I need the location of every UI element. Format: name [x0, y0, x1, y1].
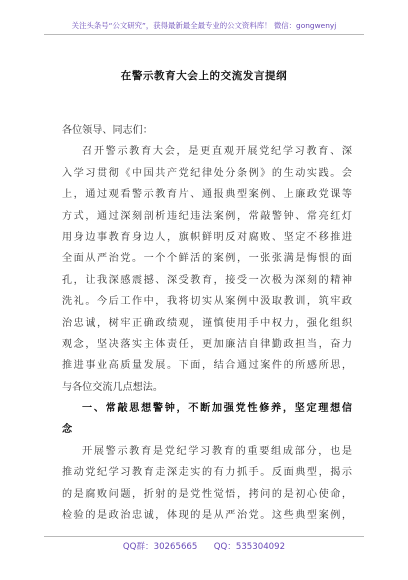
paragraph-line: 用身边事教育身边人，旗帜鲜明反对腐败、坚定不移推进	[62, 231, 352, 243]
section-paragraph-line: 推动党纪学习教育走深走实的有力抓手。反面典型，揭示	[62, 467, 352, 479]
section-paragraph-line: 开展警示教育是党纪学习教育的重要组成部分，也是	[82, 445, 352, 457]
paragraph-line: 全面从严治党。一个个鲜活的案例，一张张满是悔恨的面	[62, 253, 352, 265]
paragraph-line: 上，通过观看警示教育片、通报典型案例、上廉政党课等	[62, 189, 352, 201]
greeting: 各位领导、同志们：	[62, 125, 153, 136]
section-heading: 一、常敲思想警钟，不断加强党性修养，坚定理想信	[82, 403, 352, 415]
paragraph-line: 洗礼。今后工作中，我将切实从案例中汲取教训，筑牢政	[62, 296, 352, 308]
footer-qq: QQ：535304092	[213, 542, 286, 552]
section-paragraph-line: 的是腐败问题，折射的是党性觉悟，拷问的是初心使命，	[62, 488, 352, 500]
header-banner: 关注头条号“公文研究”，获得最新最全最专业的公文资料库！ 微信：gongwenyj	[71, 21, 337, 30]
paragraph-line: 入学习贯彻《中国共产党纪律处分条例》的生动实践。会	[62, 167, 352, 179]
footer-divider	[44, 536, 364, 537]
footer-qq-group: QQ群：30265665	[122, 542, 198, 552]
section-heading-continued: 念	[62, 424, 73, 436]
paragraph-line: 推进事业高质量发展。下面，结合通过案件的所感所思，	[62, 360, 352, 372]
paragraph-line: 孔，让我深感震撼、深受教育，接受一次极为深刻的精神	[62, 274, 352, 286]
document-title: 在警示教育大会上的交流发言提纲	[120, 70, 288, 82]
paragraph-line: 治忠诚，树牢正确政绩观，谨慎使用手中权力，强化组织	[62, 317, 352, 329]
document-body	[62, 120, 352, 526]
footer-contact	[0, 540, 408, 552]
paragraph-line: 方式，通过深刻剖析违纪违法案例，常敲警钟、常亮红灯	[62, 210, 352, 222]
paragraph-line: 观念，坚决落实主体责任，更加廉洁自律勤政担当，奋力	[62, 338, 352, 350]
paragraph-line: 与各位交流几点想法。	[62, 381, 163, 393]
header-divider	[44, 34, 364, 35]
section-paragraph-line: 检验的是政治忠诚，体现的是从严治党。这些典型案例，	[62, 510, 352, 522]
paragraph-line: 召开警示教育大会，是更直观开展党纪学习教育、深	[82, 146, 352, 158]
